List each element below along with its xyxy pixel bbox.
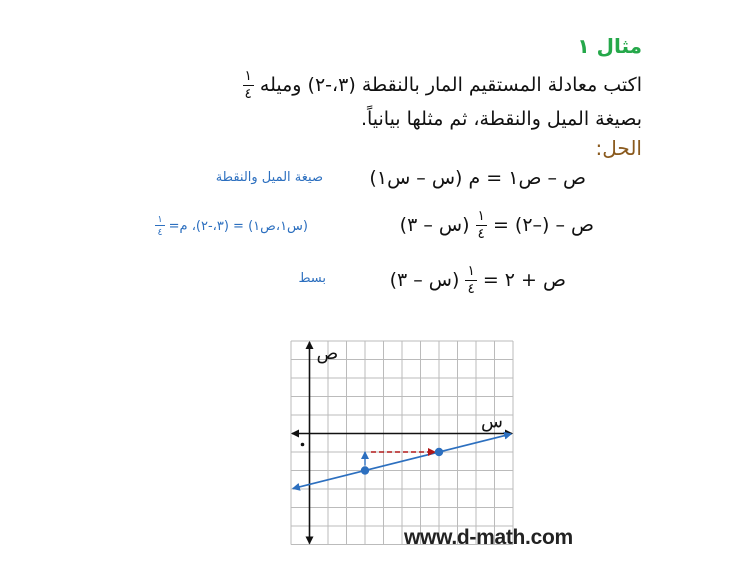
step-2-note [155,215,308,238]
step-2-fraction [476,210,487,241]
step-2-note-fraction [155,215,164,238]
step-3-frac-num: ١ [467,263,475,279]
coordinate-graph [288,338,520,554]
slope-fraction [243,70,254,101]
step-3-equation [390,265,566,296]
example-heading: مثال ١ [577,34,642,58]
slope-denominator: ٤ [244,85,252,102]
step-1-note: صيغة الميل والنقطة [215,170,323,185]
step-2-left: ص – (–٢) = [492,214,594,237]
point-3-minus-2 [361,466,369,474]
step-2-right: (س – ٣) [399,214,470,237]
step-2-note-text: (س١،ص١) = (٣،-٢)، م= [168,218,308,234]
step-2-note-frac-num: ١ [157,214,163,225]
origin-marker [301,443,305,447]
step-3-right: (س – ٣) [389,269,460,292]
problem-line-2: بصيغة الميل والنقطة، ثم مثلها بيانياً. [360,108,642,130]
solution-label: الحل: [595,136,642,160]
step-2-frac-den: ٤ [477,225,485,242]
step-3-note: بسط [298,271,326,286]
step-2-equation [400,210,594,241]
grid [291,341,513,545]
point-7-minus-1 [435,448,443,456]
y-axis-label: ص [316,343,339,364]
slope-numerator: ١ [244,68,252,84]
step-2-frac-num: ١ [477,208,485,224]
problem-text: اكتب معادلة المستقيم المار بالنقطة (٣،-٢) وميله [259,74,642,97]
x-axis-label: س [481,411,503,433]
step-2-note-frac-den: ٤ [157,227,163,239]
step-3-fraction [465,265,476,296]
step-1-equation: ص – ص١ = م (س – س١) [369,167,586,189]
problem-line-1 [235,70,642,101]
step-3-frac-den: ٤ [467,280,475,297]
step-3-left: ص + ٢ = [482,269,566,292]
watermark: www.d-math.com [404,526,573,549]
